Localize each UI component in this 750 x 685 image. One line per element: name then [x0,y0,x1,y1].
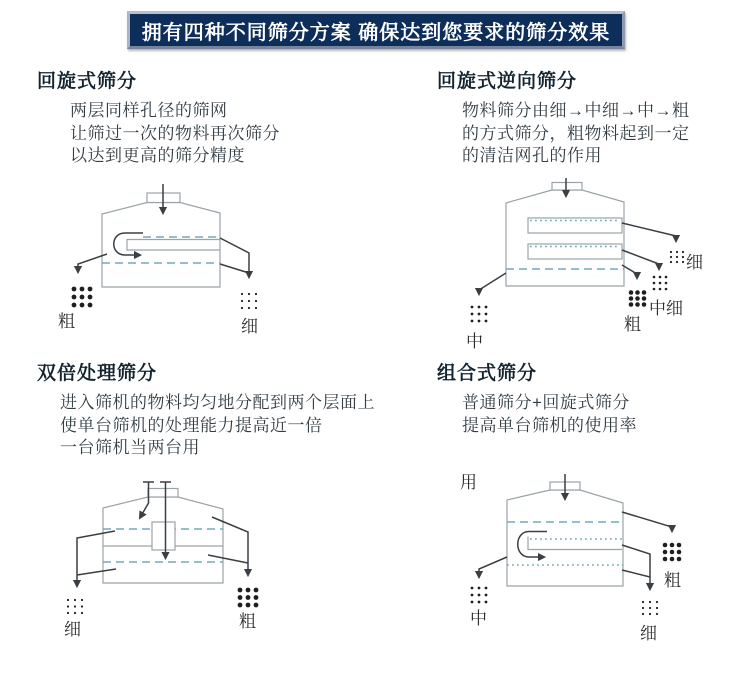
outlet-label-coarse: 粗 [664,571,681,590]
diagram-rotary-sieving [50,182,300,334]
fine-outlet-arrow [622,223,676,239]
text-line: 的方式筛分，粗物料起到一定 [462,123,690,143]
outlet-label-fine: 细 [64,620,81,639]
section-text-reverse [462,100,690,168]
section-text-combined [462,392,637,437]
medium-outlet-arrow [479,273,506,292]
text-line: 物料筛分由细→中细→中→粗 [462,101,690,120]
medium-fine-outlet-arrow [622,250,659,267]
diagram-double-capacity [40,465,330,620]
fine-outlet-arrow [77,531,115,584]
fine-dots [241,293,257,309]
text-line: 的清洁网孔的作用 [462,146,602,165]
coarse-dots [629,290,647,307]
banner [127,11,625,49]
fine-dots [670,251,684,263]
return-tray [127,240,220,251]
outlet-label-fine: 细 [640,624,657,643]
fine-outlet-line [622,570,650,577]
outlet-label-fine: 细 [241,317,258,336]
text-line: 进入筛机的物料均匀地分配到两个层面上 [60,393,375,412]
machine-body [507,490,623,586]
outlet-label-medium: 中 [470,609,487,628]
text-line: 提高单台筛机的使用率 [462,415,637,435]
section-title-reverse: 回旋式逆向筛分 [437,71,578,92]
feed-splitter-box [152,522,175,550]
text-line: 两层同样孔径的筛网 [70,101,228,120]
stray-char-label: 用 [460,473,477,492]
u-turn-flow-arrow [114,233,143,255]
fine-dots [642,601,658,615]
inlet-port [552,183,582,191]
outlet-label-medium-fine: 中细 [649,299,683,318]
fine-dots [67,599,83,614]
section-title-rotary: 回旋式筛分 [37,71,138,92]
section-title-double: 双倍处理筛分 [37,363,158,384]
text-line: 普通筛分+回旋式筛分 [462,393,630,412]
coarse-outlet-arrow [622,512,672,529]
u-turn-flow-arrow [518,532,547,558]
text-line: 一台筛机当两台用 [60,438,200,457]
section-title-combined: 组合式筛分 [437,363,538,384]
outlet-label-medium: 中 [466,332,483,351]
medium-dots [471,587,488,604]
text-line: 使单台筛机的处理能力提高近一倍 [60,415,323,435]
medium-dots [471,306,488,323]
fine-outlet-arrow [622,545,650,587]
outlet-label-coarse: 粗 [239,612,256,631]
fine-outlet-arrow [220,238,249,275]
machine-body [102,203,220,288]
fine-outlet-line [77,569,116,575]
banner-title: 拥有四种不同筛分方案 确保达到您要求的筛分效果 [141,21,611,44]
text-line: 以达到更高的筛分精度 [70,146,245,165]
section-text-rotary [70,100,280,168]
section-text-double [60,392,375,460]
text-line: 让筛过一次的物料再次筛分 [70,123,280,143]
inlet-port [148,489,178,498]
fine-outlet-line [220,264,249,273]
outlet-label-coarse: 粗 [624,315,641,334]
medium-outlet-arrow [479,557,507,575]
coarse-outlet-arrow [212,517,248,573]
medium-fine-dots [653,276,668,291]
coarse-dots [238,588,259,608]
coarse-outlet-arrow [78,254,107,270]
coarse-dots [663,543,682,562]
outlet-label-fine: 细 [686,253,703,272]
coarse-dots [72,287,93,308]
outlet-label-coarse: 粗 [58,312,75,331]
machine-body [506,190,624,286]
